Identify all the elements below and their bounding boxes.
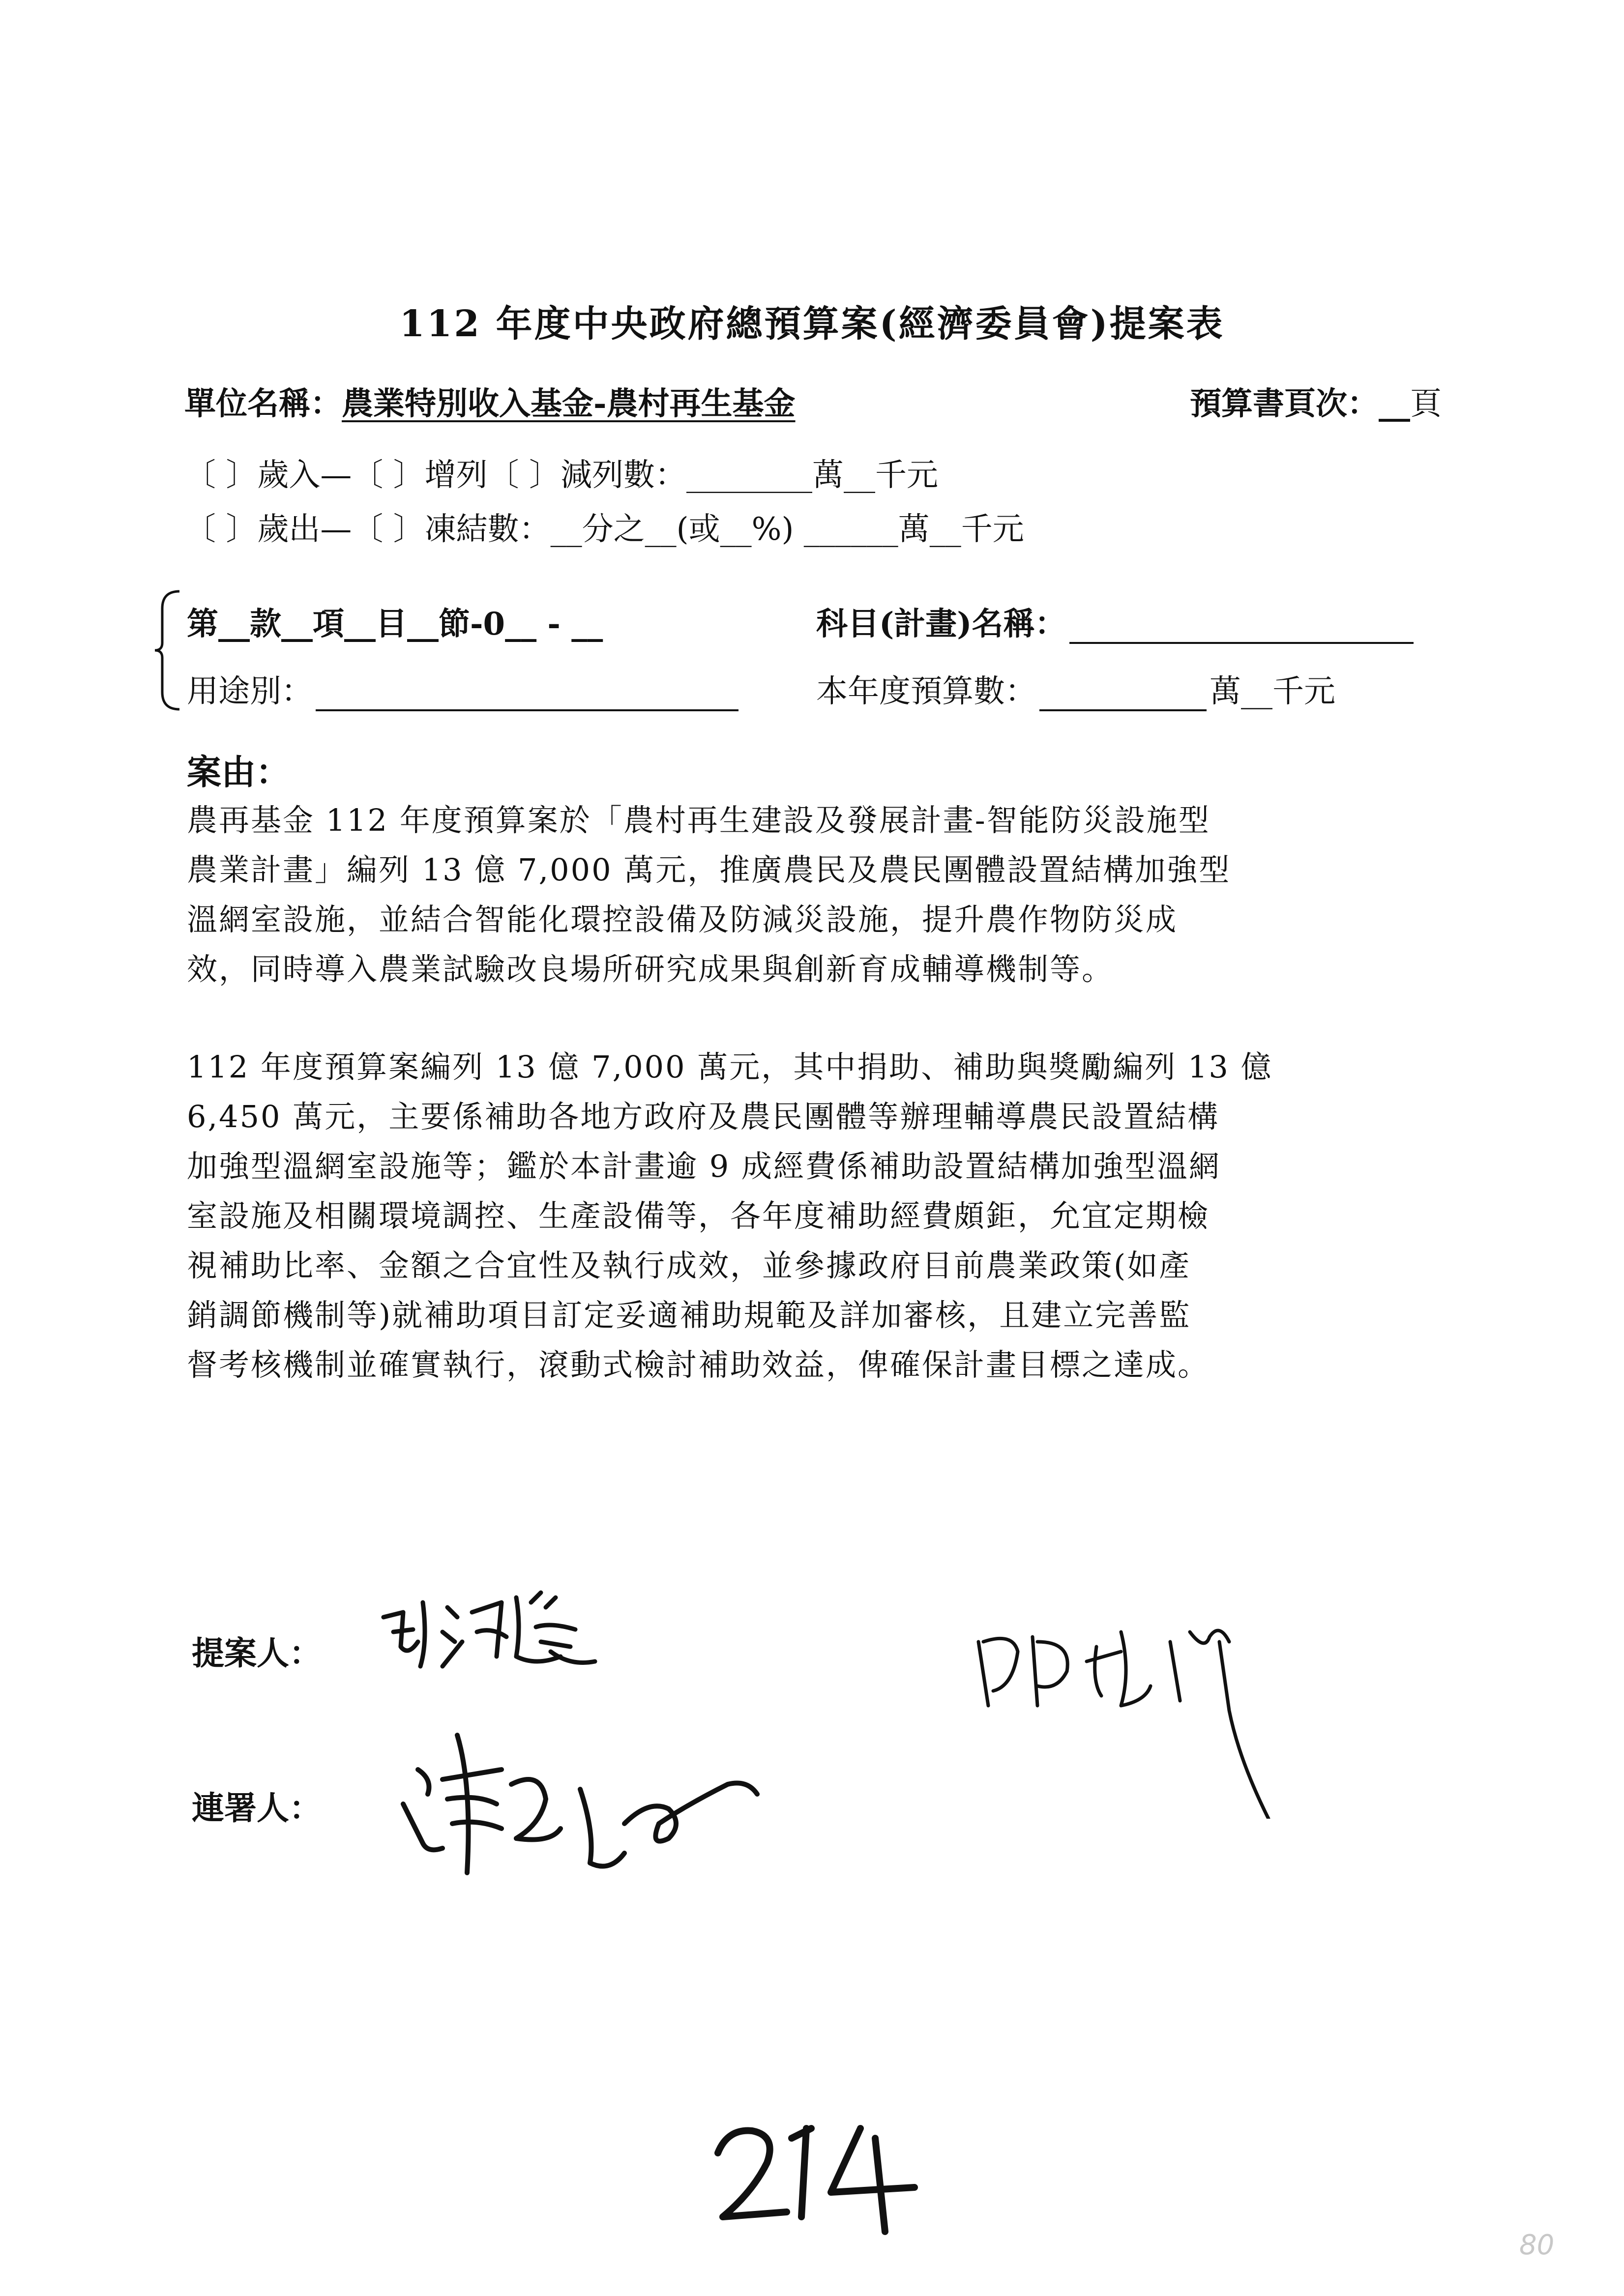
proposer-label: 提案人： (192, 1634, 322, 1672)
subject-name-blank (1069, 612, 1414, 644)
corner-mark: 80 (1519, 2229, 1555, 2261)
subject-name-label: 科目(計畫)名稱： (816, 606, 1066, 642)
cosigner-signature (393, 1725, 767, 1892)
paragraph-line: 室設施及相關環境調控、生產設備等，各年度補助經費頗鉅，允宜定期檢 (187, 1198, 1210, 1234)
paragraph-line: 農再基金 112 年度預算案於「農村再生建設及發展計畫-智能防災設施型 (187, 802, 1211, 838)
brace-bracket (152, 589, 182, 712)
annual-budget-label: 本年度預算數： (816, 673, 1036, 710)
reason-label: 案由： (187, 752, 290, 792)
budget-item-code: 第__款__項__目__節-0__ - __ (187, 606, 603, 642)
annual-budget-blank (1039, 680, 1207, 711)
annual-budget-row (816, 666, 1335, 711)
cosigner-label: 連署人： (192, 1789, 322, 1827)
budget-page-suffix: 頁 (1410, 386, 1442, 422)
usage-row (187, 666, 741, 711)
reason-paragraph-1 (187, 795, 1406, 994)
paragraph-line: 銷調節機制等)就補助項目訂定妥適補助規範及詳加審核，且建立完善監 (187, 1297, 1191, 1333)
reason-paragraph-2 (187, 1042, 1406, 1390)
expense-line: 〔 〕歲出—〔 〕凍結數：__分之__(或__%) ______萬__千元 (184, 511, 1024, 548)
budget-page-value: __ (1379, 385, 1410, 422)
handwritten-page-number (708, 2109, 934, 2237)
budget-page-row (1190, 378, 1442, 424)
budget-page-label: 預算書頁次： (1190, 385, 1379, 422)
annual-budget-suffix: 萬__千元 (1210, 673, 1335, 710)
third-signature (974, 1612, 1328, 1819)
subject-name-row (816, 599, 1417, 644)
page-title: 112 年度中央政府總預算案(經濟委員會)提案表 (399, 303, 1225, 345)
unit-name-row (184, 378, 796, 424)
proposer-signature (374, 1583, 610, 1681)
usage-blank (316, 680, 738, 711)
revenue-line: 〔 〕歲入—〔 〕增列〔 〕減列數：________萬__千元 (184, 457, 939, 494)
paragraph-line: 農業計畫」編列 13 億 7,000 萬元，推廣農民及農民團體設置結構加強型 (187, 852, 1231, 888)
paragraph-line: 效，同時導入農業試驗改良場所研究成果與創新育成輔導機制等。 (187, 951, 1114, 987)
unit-name-label: 單位名稱： (184, 385, 342, 422)
unit-name-value: 農業特別收入基金-農村再生基金 (342, 385, 796, 422)
usage-label: 用途別： (187, 673, 313, 710)
paragraph-line: 加強型溫網室設施等；鑑於本計畫逾 9 成經費係補助設置結構加強型溫網 (187, 1148, 1221, 1184)
paragraph-line: 6,450 萬元，主要係補助各地方政府及農民團體等辦理輔導農民設置結構 (187, 1099, 1220, 1134)
paragraph-line: 溫網室設施，並結合智能化環控設備及防減災設施，提升農作物防災成 (187, 901, 1178, 937)
paragraph-line: 督考核機制並確實執行，滾動式檢討補助效益，俾確保計畫目標之達成。 (187, 1347, 1210, 1383)
paragraph-line: 112 年度預算案編列 13 億 7,000 萬元，其中捐助、補助與獎勵編列 13 億 (187, 1049, 1273, 1085)
paragraph-line: 視補助比率、金額之合宜性及執行成效，並參據政府目前農業政策(如產 (187, 1248, 1191, 1283)
